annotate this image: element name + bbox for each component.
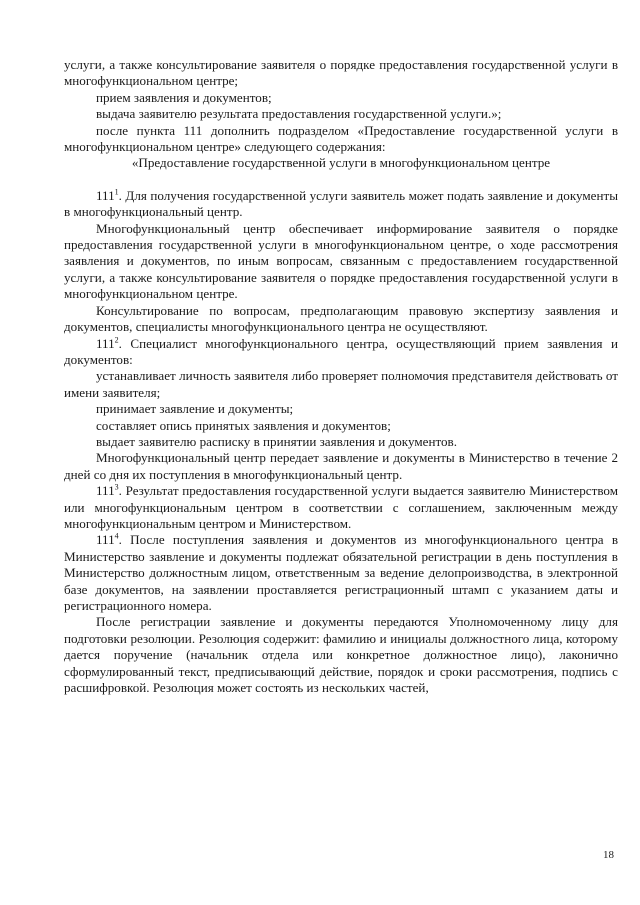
- paragraph: услуги, а также консультирование заявителя о порядке предоставления государственной услуги в многофункциональном центре;: [64, 57, 618, 89]
- clause-text: . Специалист многофункционального центра, осуществляющий прием заявления и документов:: [64, 335, 618, 367]
- paragraph: после пункта 111 дополнить подразделом «Предоставление государственной услуги в многофункциональном центре» следующего содержания:: [64, 122, 618, 155]
- paragraph: принимает заявление и документы;: [96, 401, 294, 417]
- paragraph: Многофункциональный центр передает заявление и документы в Министерство в течение 2 дней со дня их поступления в многофункциональный центр.: [64, 450, 618, 482]
- paragraph: После регистрации заявление и документы передаются Уполномоченному лицу для подготовки резолюции. Резолюция содержит: фамилию и инициалы должностного лица, которому дается поручение (начальник отдела или конкретное должностное лицо), лаконично сформулированный текст, предписывающий действие, порядок и сроки рассмотрения, подпись с расшифровкой. Резолюция может состоять из нескольких частей,: [64, 614, 618, 696]
- paragraph: выдает заявителю расписку в принятии заявления и документов.: [96, 433, 457, 449]
- clause-superscript: 1: [114, 187, 119, 197]
- page-number: 18: [603, 849, 614, 861]
- clause-number: 111: [96, 187, 115, 203]
- paragraph: выдача заявителю результата предоставления государственной услуги.»;: [96, 106, 502, 122]
- paragraph: Многофункциональный центр обеспечивает информирование заявителя о порядке предоставления государственной услуги в многофункциональном центре, о ходе рассмотрения заявления и документов, по иным вопросам, связанным с предоставлением государственной услуги, а также консультирование заявителя о порядке предоставления государственной услуги в многофункциональном центре.: [64, 220, 618, 302]
- clause-text: . Результат предоставления государственной услуги выдается заявителю Министерством или многофункциональным центром в соответствии с соглашением, заключенным между многофункциональным центром и Министерством.: [64, 483, 618, 531]
- paragraph: устанавливает личность заявителя либо проверяет полномочия представителя действовать от имени заявителя;: [64, 368, 618, 400]
- clause-111-1: [64, 188, 618, 221]
- clause-number: 111: [96, 532, 115, 548]
- paragraph: Консультирование по вопросам, предполагающим правовую экспертизу заявления и документов, специалисты многофункционального центра не осуществляют.: [64, 302, 618, 335]
- clause-number: 111: [96, 335, 115, 351]
- clause-superscript: 2: [114, 335, 119, 345]
- clause-superscript: 4: [114, 532, 119, 542]
- clause-text: . После поступления заявления и документов из многофункционального центра в Министерство заявление и документы подлежат обязательной регистрации в день поступления в Министерство должностным лицом, ответственным за ведение делопроизводства, в электронной базе документов, на заявлении проставляется регистрационный штамп с указанием даты и регистрационного номера.: [64, 532, 618, 613]
- clause-111-2: [64, 336, 618, 369]
- clause-111-4: [64, 532, 618, 614]
- section-heading: «Предоставление государственной услуги в многофункциональном центре: [131, 155, 551, 171]
- clause-superscript: 3: [114, 482, 119, 492]
- clause-text: . Для получения государственной услуги заявитель может подать заявление и документы в многофункциональный центр.: [64, 187, 618, 220]
- clause-111-3: [64, 483, 618, 532]
- document-body: [64, 57, 618, 696]
- paragraph: прием заявления и документов;: [96, 89, 272, 105]
- clause-number: 111: [96, 483, 115, 499]
- paragraph: составляет опись принятых заявления и документов;: [96, 417, 391, 433]
- spacer: [64, 172, 618, 188]
